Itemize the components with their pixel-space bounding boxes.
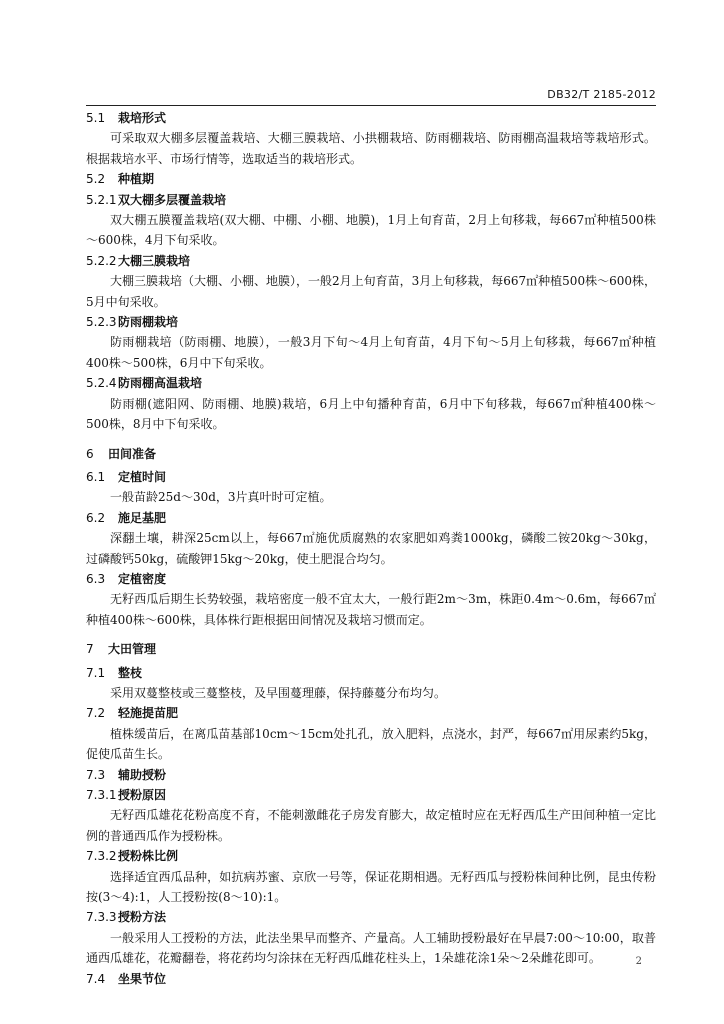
section-heading bbox=[86, 169, 656, 189]
section-number: 7.3.3 bbox=[86, 910, 117, 925]
section-title: 辅助授粉 bbox=[118, 767, 167, 782]
section-number: 5.2.4 bbox=[86, 376, 117, 391]
section-title: 整枝 bbox=[118, 665, 143, 680]
section-heading bbox=[86, 569, 656, 589]
section-heading bbox=[86, 969, 656, 989]
section-number: 6 bbox=[86, 446, 94, 461]
paragraph: 一般采用人工授粉的方法，此法坐果早而整齐、产量高。人工辅助授粉最好在早晨7:00～10:00，取普通西瓜雄花，花瓣翻卷，将花药均匀涂抹在无籽西瓜雌花柱头上，1朵雄花涂1朵～2朵雌花即可。 bbox=[86, 930, 656, 966]
section-title: 种植期 bbox=[118, 172, 155, 187]
paragraph: 双大棚五膜覆盖栽培(双大棚、中棚、小棚、地膜)，1月上旬育苗，2月上旬移栽，每667㎡种植500株～600株，4月下旬采收。 bbox=[86, 213, 656, 248]
section-number: 7 bbox=[86, 642, 94, 657]
section-number: 7.1 bbox=[86, 665, 106, 680]
section-title: 大棚三膜栽培 bbox=[118, 253, 191, 268]
section-title: 防雨棚高温栽培 bbox=[118, 376, 203, 391]
section-heading bbox=[86, 785, 656, 805]
section-title: 授粉方法 bbox=[118, 910, 167, 925]
section-number: 7.2 bbox=[86, 706, 106, 721]
section-number: 7.3.2 bbox=[86, 849, 117, 864]
section-number: 5.2.2 bbox=[86, 253, 117, 268]
section-heading bbox=[86, 108, 656, 128]
section-heading bbox=[86, 373, 656, 393]
section-heading bbox=[86, 251, 656, 271]
section-title: 田间准备 bbox=[108, 446, 157, 461]
section-number: 6.1 bbox=[86, 469, 106, 484]
paragraph: 选择适宜西瓜品种，如抗病苏蜜、京欣一号等，保证花期相遇。无籽西瓜与授粉株间种比例，昆虫传粉按(3～4):1，人工授粉按(8～10):1。 bbox=[86, 869, 656, 905]
section-title: 施足基肥 bbox=[118, 510, 167, 525]
section-title: 双大棚多层覆盖栽培 bbox=[118, 192, 227, 207]
section-heading bbox=[86, 444, 656, 464]
document-id: DB32/T 2185-2012 bbox=[547, 88, 656, 101]
paragraph: 可采取双大棚多层覆盖栽培、大棚三膜栽培、小拱棚栽培、防雨棚栽培、防雨棚高温栽培等栽培形式。根据栽培水平、市场行情等，选取适当的栽培形式。 bbox=[86, 131, 656, 166]
section-heading bbox=[86, 639, 656, 659]
paragraph: 防雨棚(遮阳网、防雨棚、地膜)栽培，6月上中旬播种育苗，6月中下旬移栽，每667㎡种植400株～500株，8月中下旬采收。 bbox=[86, 396, 656, 432]
page-number: 2 bbox=[635, 956, 642, 967]
section-number: 6.3 bbox=[86, 571, 106, 586]
section-title: 定植密度 bbox=[118, 571, 167, 586]
section-title: 授粉原因 bbox=[118, 788, 167, 802]
paragraph: 采用双蔓整枝或三蔓整枝，及早围蔓理藤，保持藤蔓分布均匀。 bbox=[110, 685, 447, 700]
paragraph: 一般苗龄25d～30d，3片真叶时可定植。 bbox=[110, 490, 332, 505]
section-title: 授粉株比例 bbox=[118, 849, 179, 864]
section-heading bbox=[86, 312, 656, 332]
section-number: 5.2.1 bbox=[86, 192, 117, 207]
paragraph: 无籽西瓜后期生长势较强，栽培密度一般不宜太大，一般行距2m～3m，株距0.4m～0.6m，每667㎡种植400株～600株，具体株行距根据田间情况及栽培习惯而定。 bbox=[86, 592, 656, 627]
section-title: 大田管理 bbox=[108, 642, 157, 657]
section-number: 5.2 bbox=[86, 172, 106, 187]
section-title: 防雨棚栽培 bbox=[118, 315, 179, 330]
section-number: 6.2 bbox=[86, 510, 106, 525]
section-heading bbox=[86, 467, 656, 487]
section-heading bbox=[86, 508, 656, 528]
paragraph: 防雨棚栽培（防雨棚、地膜），一般3月下旬～4月上旬育苗，4月下旬～5月上旬移栽，每667㎡种植400株～500株，6月中下旬采收。 bbox=[86, 335, 656, 370]
section-title: 轻施提苗肥 bbox=[118, 706, 179, 721]
section-heading bbox=[86, 703, 656, 723]
section-number: 5.2.3 bbox=[86, 315, 117, 330]
paragraph: 大棚三膜栽培（大棚、小棚、地膜），一般2月上旬育苗，3月上旬移栽，每667㎡种植500株～600株，5月中旬采收。 bbox=[86, 274, 656, 309]
section-number: 5.1 bbox=[86, 111, 106, 125]
section-number: 7.3 bbox=[86, 767, 106, 782]
section-heading bbox=[86, 846, 656, 866]
section-title: 坐果节位 bbox=[118, 971, 167, 986]
paragraph: 无籽西瓜雄花花粉高度不育，不能刺激雌花子房发育膨大，故定植时应在无籽西瓜生产田间种植一定比例的普通西瓜作为授粉株。 bbox=[86, 808, 656, 843]
page-body bbox=[86, 108, 656, 989]
section-number: 7.4 bbox=[86, 971, 106, 986]
section-heading bbox=[86, 663, 656, 683]
paragraph: 深翻土壤，耕深25cm以上，每667㎡施优质腐熟的农家肥如鸡粪1000kg，磷酸二铵20kg～30kg，过磷酸钙50kg，硫酸钾15kg～20kg，使土肥混合均匀。 bbox=[86, 531, 656, 566]
section-title: 定植时间 bbox=[118, 469, 167, 484]
section-heading bbox=[86, 907, 656, 927]
section-title: 栽培形式 bbox=[118, 111, 167, 125]
section-heading bbox=[86, 190, 656, 210]
section-number: 7.3.1 bbox=[86, 788, 117, 802]
section-heading bbox=[86, 765, 656, 785]
paragraph: 植株缓苗后，在离瓜苗基部10cm～15cm处扎孔，放入肥料，点浇水，封严，每667㎡用尿素约5kg，促使瓜苗生长。 bbox=[86, 726, 656, 762]
header-rule bbox=[86, 105, 656, 106]
